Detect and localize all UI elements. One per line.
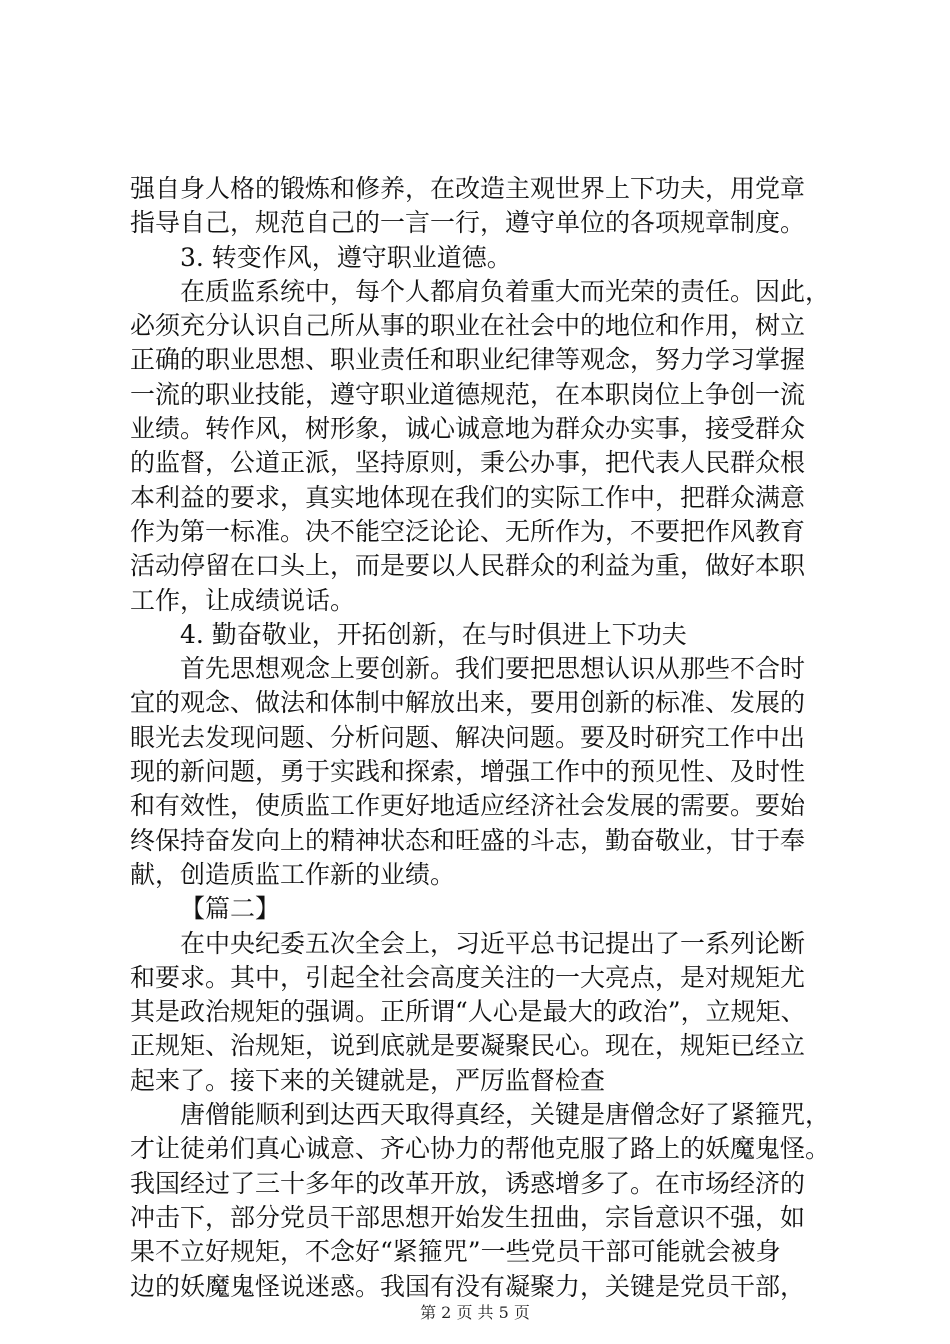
text-line: 首先思想观念上要创新。我们要把思想认识从那些不合时	[180, 654, 806, 684]
text-line: 必须充分认识自己所从事的职业在社会中的地位和作用，树立	[130, 311, 806, 341]
text-line: 我国经过了三十多年的改革开放，诱惑增多了。在市场经济的	[130, 1168, 806, 1198]
text-line: 4. 勤奋敬业，开拓创新，在与时俱进上下功夫	[180, 619, 687, 649]
document-body	[130, 172, 830, 1304]
text-line: 强自身人格的锻炼和修养，在改造主观世界上下功夫，用党章	[130, 174, 806, 203]
text-line: 3. 转变作风，遵守职业道德。	[180, 242, 512, 272]
text-line: 献，创造质监工作新的业绩。	[130, 859, 456, 889]
text-line: 的监督，公道正派，坚持原则，秉公办事，把代表人民群众根	[130, 448, 806, 478]
text-line: 指导自己，规范自己的一言一行，遵守单位的各项规章制度。	[130, 208, 806, 238]
text-line: 和要求。其中，引起全社会高度关注的一大亮点，是对规矩尤	[130, 962, 806, 992]
text-line: 本利益的要求，真实地体现在我们的实际工作中，把群众满意	[130, 482, 806, 512]
text-line: 正确的职业思想、职业责任和职业纪律等观念，努力学习掌握	[130, 345, 806, 375]
text-line: 在质监系统中，每个人都肩负着重大而光荣的责任。因此，	[180, 276, 830, 306]
text-line: 工作，让成绩说话。	[130, 585, 356, 615]
text-line: 作为第一标准。决不能空泛论论、无所作为，不要把作风教育	[130, 516, 806, 546]
text-line: 在中央纪委五次全会上，习近平总书记提出了一系列论断	[180, 928, 806, 958]
text-line: 宜的观念、做法和体制中解放出来，要用创新的标准、发展的	[130, 688, 806, 718]
text-line: 【篇二】	[180, 894, 281, 924]
text-line: 活动停留在口头上，而是要以人民群众的利益为重，做好本职	[130, 551, 806, 581]
text-line: 其是政治规矩的强调。正所谓“人心是最大的政治”，立规矩、	[130, 997, 806, 1027]
text-line: 才让徒弟们真心诚意、齐心协力的帮他克服了路上的妖魔鬼怪。	[130, 1134, 830, 1164]
page-footer: 第 2 页 共 5 页	[420, 1303, 530, 1322]
text-line: 业绩。转作风，树形象，诚心诚意地为群众办实事，接受群众	[130, 414, 806, 444]
text-line: 一流的职业技能，遵守职业道德规范，在本职岗位上争创一流	[130, 379, 806, 409]
text-line: 起来了。接下来的关键就是，严厉监督检查	[130, 1065, 606, 1095]
text-line: 和有效性，使质监工作更好地适应经济社会发展的需要。要始	[130, 791, 806, 821]
text-line: 眼光去发现问题、分析问题、解决问题。要及时研究工作中出	[130, 722, 806, 752]
text-line: 现的新问题，勇于实践和探索，增强工作中的预见性、及时性	[130, 757, 806, 787]
text-line: 唐僧能顺利到达西天取得真经，关键是唐僧念好了紧箍咒，	[180, 1100, 830, 1130]
text-line: 边的妖魔鬼怪说迷惑。我国有没有凝聚力，关键是党员干部，	[130, 1271, 806, 1301]
text-line: 终保持奋发向上的精神状态和旺盛的斗志，勤奋敬业，甘于奉	[130, 825, 806, 855]
text-line: 果不立好规矩，不念好“紧箍咒”一些党员干部可能就会被身	[130, 1237, 781, 1267]
text-line: 冲击下，部分党员干部思想开始发生扭曲，宗旨意识不强，如	[130, 1202, 806, 1232]
text-line: 正规矩、治规矩，说到底就是要凝聚民心。现在，规矩已经立	[130, 1031, 806, 1061]
